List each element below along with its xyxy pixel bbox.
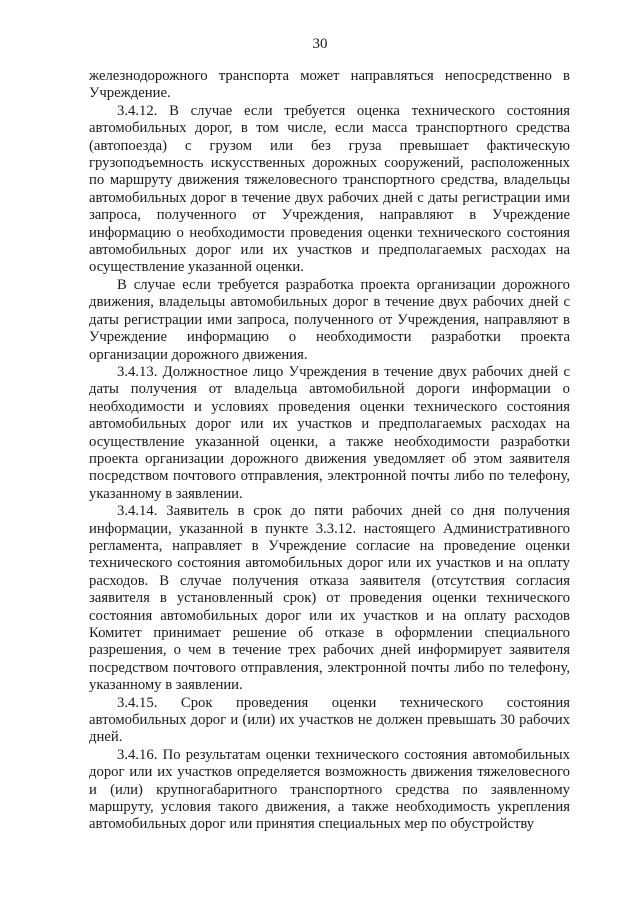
paragraph-3-4-16: 3.4.16. По результатам оценки технического состояния автомобильных дорог или их участков определяется возможность движения тяжеловесного и (или) крупногабаритного транспортного средства по заявленному маршруту, условия такого движения, а также необходимость укрепления автомобильных дорог или принятия специальных мер по обустройству [89, 746, 570, 833]
document-body [89, 68, 570, 834]
paragraph-3-4-15: 3.4.15. Срок проведения оценки технического состояния автомобильных дорог и (или) их участков не должен превышать 30 рабочих дней. [89, 694, 570, 746]
paragraph-3-4-12: 3.4.12. В случае если требуется оценка технического состояния автомобильных дорог, в том числе, если масса транспортного средства (автопоезда) с грузом или без груза превышает фактическую грузоподъемность искусственных дорожных сооружений, расположенных по маршруту движения тяжеловесного транспортного средства, владельцы автомобильных дорог в течение двух рабочих дней с даты регистрации ими запроса, полученного от Учреждения, направляют в Учреждение информацию о необходимости проведения оценки технического состояния автомобильных дорог или их участков и предполагаемых расходах на осуществление указанной оценки. [89, 102, 570, 276]
paragraph-road-traffic-project: В случае если требуется разработка проекта организации дорожного движения, владельцы автомобильных дорог в течение двух рабочих дней с даты регистрации ими запроса, полученного от Учреждения, направляют в Учреждение информацию о необходимости разработки проекта организации дорожного движения. [89, 276, 570, 363]
paragraph-3-4-13: 3.4.13. Должностное лицо Учреждения в течение двух рабочих дней с даты получения от владельца автомобильной дороги информации о необходимости и условиях проведения оценки технического состояния автомобильных дорог или их участков и предполагаемых расходах на осуществление указанной оценки, а также необходимости разработки проекта организации дорожного движения уведомляет об этом заявителя посредством почтового отправления, электронной почты либо по телефону, указанному в заявлении. [89, 363, 570, 502]
paragraph-3-4-14: 3.4.14. Заявитель в срок до пяти рабочих дней со дня получения информации, указанной в пункте 3.3.12. настоящего Административного регламента, направляет в Учреждение согласие на проведение оценки технического состояния автомобильных дорог или их участков и на оплату расходов. В случае получения отказа заявителя (отсутствия согласия заявителя в установленный срок) от проведения оценки технического состояния автомобильных дорог или их участков и на оплату расходов Комитет принимает решение об отказе в оформлении специального разрешения, о чем в течение трех рабочих дней информирует заявителя посредством почтового отправления, электронной почты либо по телефону, указанному в заявлении. [89, 503, 570, 694]
page-number: 30 [312, 36, 328, 52]
paragraph-continuation: железнодорожного транспорта может направляться непосредственно в Учреждение. [89, 68, 570, 102]
